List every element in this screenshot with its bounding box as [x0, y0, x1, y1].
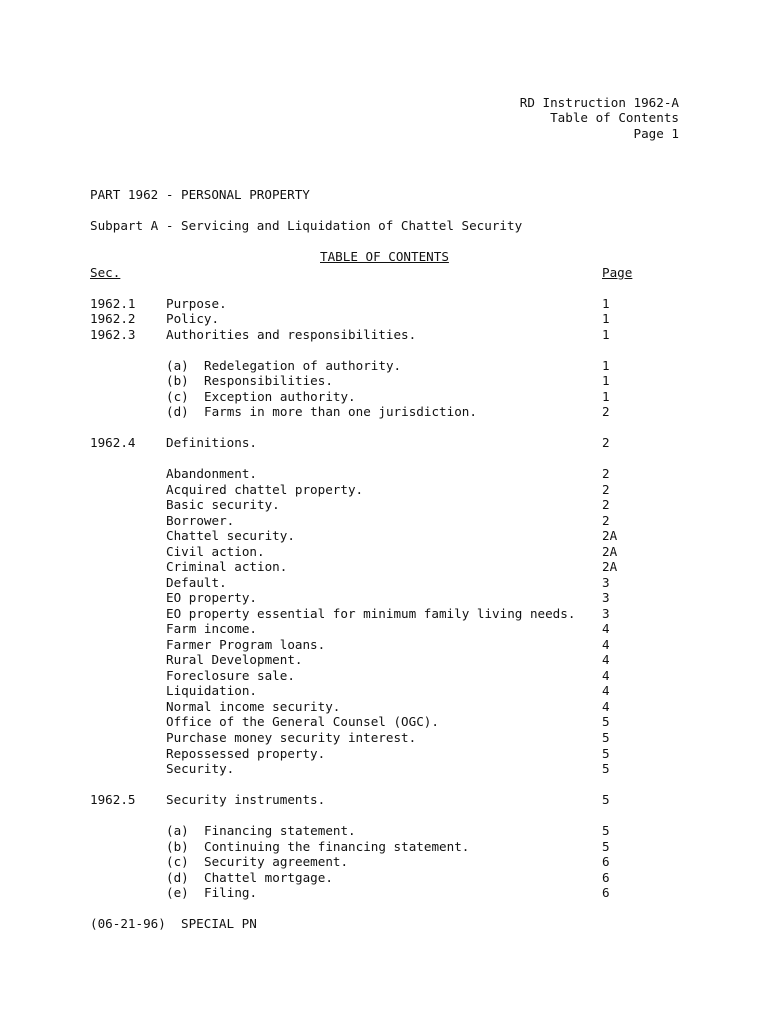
- toc-entry-title: Security agreement.: [204, 854, 349, 869]
- toc-section-number: 1962.5: [90, 792, 136, 807]
- subpart-title: Subpart A - Servicing and Liquidation of Chattel Security: [90, 218, 523, 233]
- toc-entry-title: Basic security.: [166, 497, 280, 512]
- column-header-page: Page: [602, 265, 633, 280]
- toc-page-number: 4: [602, 621, 610, 636]
- toc-page-number: 5: [602, 792, 610, 807]
- toc-page-number: 4: [602, 699, 610, 714]
- footer-date: (06-21-96) SPECIAL PN: [90, 916, 257, 931]
- header-instruction: RD Instruction 1962-A: [519, 95, 679, 110]
- toc-entry-title: Security instruments.: [166, 792, 326, 807]
- toc-title: TABLE OF CONTENTS: [320, 249, 449, 264]
- toc-page-number: 2: [602, 404, 610, 419]
- toc-page-number: 1: [602, 327, 610, 342]
- toc-page-number: 2A: [602, 544, 618, 559]
- toc-section-number: 1962.4: [90, 435, 136, 450]
- toc-section-number: 1962.2: [90, 311, 136, 326]
- toc-entry-title: Farmer Program loans.: [166, 637, 326, 652]
- toc-section-number: 1962.3: [90, 327, 136, 342]
- toc-page-number: 2: [602, 497, 610, 512]
- toc-page-number: 2A: [602, 528, 618, 543]
- toc-entry-title: Purchase money security interest.: [166, 730, 417, 745]
- toc-subsection-letter: (b): [166, 373, 189, 388]
- toc-page-number: 3: [602, 590, 610, 605]
- toc-entry-title: Security.: [166, 761, 235, 776]
- toc-subsection-letter: (d): [166, 870, 189, 885]
- part-title: PART 1962 - PERSONAL PROPERTY: [90, 187, 310, 202]
- toc-page-number: 6: [602, 854, 610, 869]
- toc-entry-title: Criminal action.: [166, 559, 288, 574]
- header-page-number: Page 1: [633, 126, 679, 141]
- toc-section-number: 1962.1: [90, 296, 136, 311]
- toc-entry-title: Borrower.: [166, 513, 235, 528]
- toc-subsection-letter: (a): [166, 358, 189, 373]
- toc-page-number: 6: [602, 870, 610, 885]
- toc-entry-title: Authorities and responsibilities.: [166, 327, 417, 342]
- toc-page-number: 2A: [602, 559, 618, 574]
- toc-page-number: 6: [602, 885, 610, 900]
- toc-entry-title: Foreclosure sale.: [166, 668, 295, 683]
- toc-entry-title: Filing.: [204, 885, 258, 900]
- toc-page-number: 5: [602, 730, 610, 745]
- toc-entry-title: Responsibilities.: [204, 373, 333, 388]
- toc-page-number: 3: [602, 606, 610, 621]
- toc-page-number: 4: [602, 637, 610, 652]
- toc-page-number: 1: [602, 373, 610, 388]
- toc-page-number: 5: [602, 714, 610, 729]
- toc-entry-title: Acquired chattel property.: [166, 482, 364, 497]
- toc-entry-title: Definitions.: [166, 435, 257, 450]
- toc-entry-title: Purpose.: [166, 296, 227, 311]
- toc-entry-title: Chattel mortgage.: [204, 870, 333, 885]
- toc-subsection-letter: (c): [166, 389, 189, 404]
- toc-page-number: 5: [602, 761, 610, 776]
- toc-page-number: 5: [602, 746, 610, 761]
- toc-entry-title: Abandonment.: [166, 466, 257, 481]
- toc-entry-title: EO property essential for minimum family living needs.: [166, 606, 576, 621]
- toc-entry-title: Liquidation.: [166, 683, 257, 698]
- toc-subsection-letter: (e): [166, 885, 189, 900]
- toc-subsection-letter: (b): [166, 839, 189, 854]
- toc-subsection-letter: (c): [166, 854, 189, 869]
- toc-entry-title: Default.: [166, 575, 227, 590]
- toc-page-number: 1: [602, 296, 610, 311]
- toc-page-number: 1: [602, 311, 610, 326]
- toc-entry-title: Repossessed property.: [166, 746, 326, 761]
- toc-entry-title: Chattel security.: [166, 528, 295, 543]
- toc-page-number: 4: [602, 652, 610, 667]
- toc-page-number: 4: [602, 683, 610, 698]
- toc-entry-title: Exception authority.: [204, 389, 356, 404]
- toc-page-number: 5: [602, 839, 610, 854]
- toc-entry-title: Redelegation of authority.: [204, 358, 402, 373]
- toc-page-number: 2: [602, 466, 610, 481]
- toc-entry-title: EO property.: [166, 590, 257, 605]
- toc-page-number: 3: [602, 575, 610, 590]
- toc-entry-title: Farms in more than one jurisdiction.: [204, 404, 477, 419]
- toc-page-number: 2: [602, 482, 610, 497]
- toc-entry-title: Farm income.: [166, 621, 257, 636]
- toc-subsection-letter: (a): [166, 823, 189, 838]
- toc-entry-title: Continuing the financing statement.: [204, 839, 470, 854]
- toc-subsection-letter: (d): [166, 404, 189, 419]
- header-toc: Table of Contents: [550, 110, 679, 125]
- toc-entry-title: Policy.: [166, 311, 220, 326]
- toc-entry-title: Financing statement.: [204, 823, 356, 838]
- toc-page-number: 4: [602, 668, 610, 683]
- toc-page-number: 5: [602, 823, 610, 838]
- toc-entry-title: Normal income security.: [166, 699, 341, 714]
- toc-entry-title: Civil action.: [166, 544, 265, 559]
- toc-page-number: 2: [602, 435, 610, 450]
- toc-page-number: 1: [602, 389, 610, 404]
- toc-entry-title: Rural Development.: [166, 652, 303, 667]
- column-header-sec: Sec.: [90, 265, 121, 280]
- toc-page-number: 1: [602, 358, 610, 373]
- toc-page-number: 2: [602, 513, 610, 528]
- toc-entry-title: Office of the General Counsel (OGC).: [166, 714, 439, 729]
